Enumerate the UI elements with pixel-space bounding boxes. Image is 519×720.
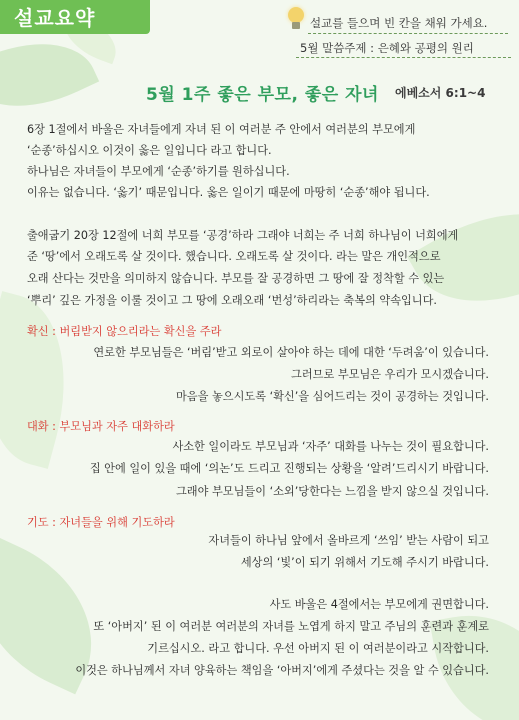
body-line: 그래야 부모님들이 ‘소외’당한다는 느낌을 받지 않으실 것입니다.	[176, 485, 489, 498]
body-line: 이유는 없습니다. ‘옳기’ 때문입니다. 옳은 일이기 때문에 마땅히 ‘순종’해야 됩니다.	[27, 186, 430, 199]
body-line: 그러므로 부모님은 우리가 모시겠습니다.	[291, 368, 489, 381]
body-line: 세상의 ‘빛’이 되기 위해서 기도해 주시기 바랍니다.	[240, 556, 489, 569]
body-line: 6장 1절에서 바울은 자녀들에게 자녀 된 이 여러분 주 안에서 여러분의 부모에게	[27, 123, 416, 136]
body-line: 준 ‘땅’에서 오래도록 살 것이다. 했습니다. 오래도록 살 것이다. 라는 말은 개인적으로	[27, 250, 441, 263]
body-line: ‘순종’하십시오 이것이 옳은 일입니다 라고 합니다.	[27, 144, 272, 157]
leaf-decoration	[430, 601, 519, 720]
body-line: ‘뿌리’ 깊은 가정을 이룰 것이고 그 땅에 오래오래 ‘번성’하리라는 축복의 약속입니다.	[27, 294, 437, 307]
header-tag	[0, 0, 150, 34]
instruction-text: 설교를 들으며 빈 칸을 채워 가세요.	[310, 16, 488, 30]
monthly-theme: 5월 말씀주제 : 은혜와 공평의 원리	[300, 41, 474, 55]
body-line: 오래 산다는 것만을 의미하지 않습니다. 부모를 잘 공경하면 그 땅에 잘 정착할 수 있는	[27, 272, 445, 285]
body-line: 기르십시오. 라고 합니다. 우선 아버지 된 이 여러분이라고 시작합니다.	[147, 642, 489, 655]
lightbulb-icon	[287, 5, 305, 31]
body-line: 이것은 하나님께서 자녀 양육하는 책임을 ‘아버지’에게 주셨다는 것을 알 수 있습니다.	[75, 664, 489, 677]
scripture-reference: 에베소서 6:1~4	[395, 86, 486, 100]
section-heading: 확신 : 버림받지 않으리라는 확신을 주라	[27, 325, 222, 338]
leaf-decoration	[0, 291, 89, 469]
body-line: 자녀들이 하나님 앞에서 올바르게 ‘쓰임’ 받는 사람이 되고	[208, 534, 489, 547]
body-line: 또 ‘아버지’ 된 이 여러분 여러분의 자녀를 노엽게 하지 말고 주님의 훈련과 훈계로	[93, 620, 489, 633]
body-line: 연로한 부모님들은 ‘버림’받고 외로이 살아야 하는 데에 대한 ‘두려움’이 있습니다.	[93, 346, 489, 359]
body-line: 마음을 놓으시도록 ‘확신’을 심어드리는 것이 공경하는 것입니다.	[176, 390, 489, 403]
header-tag-label: 설교요약	[14, 6, 96, 30]
section-heading: 대화 : 부모님과 자주 대화하라	[27, 420, 175, 433]
sermon-title: 5월 1주 좋은 부모, 좋은 자녀	[146, 85, 379, 105]
body-line: 하나님은 자녀들이 부모에게 ‘순종’하기를 원하십니다.	[27, 165, 290, 178]
body-line: 사소한 일이라도 부모님과 ‘자주’ 대화를 나누는 것이 필요합니다.	[172, 440, 489, 453]
section-heading: 기도 : 자녀들을 위해 기도하라	[27, 516, 175, 529]
divider	[296, 57, 511, 58]
body-line: 사도 바울은 4절에서는 부모에게 권면합니다.	[269, 598, 489, 611]
divider	[308, 33, 508, 34]
body-line: 집 안에 일이 있을 때에 ‘의논’도 드리고 진행되는 상황을 ‘알려’드리시기 바랍니다.	[89, 462, 489, 475]
body-line: 출애굽기 20장 12절에 너희 부모를 ‘공경’하라 그래야 너희는 주 너희 하나님이 너희에게	[27, 229, 459, 242]
